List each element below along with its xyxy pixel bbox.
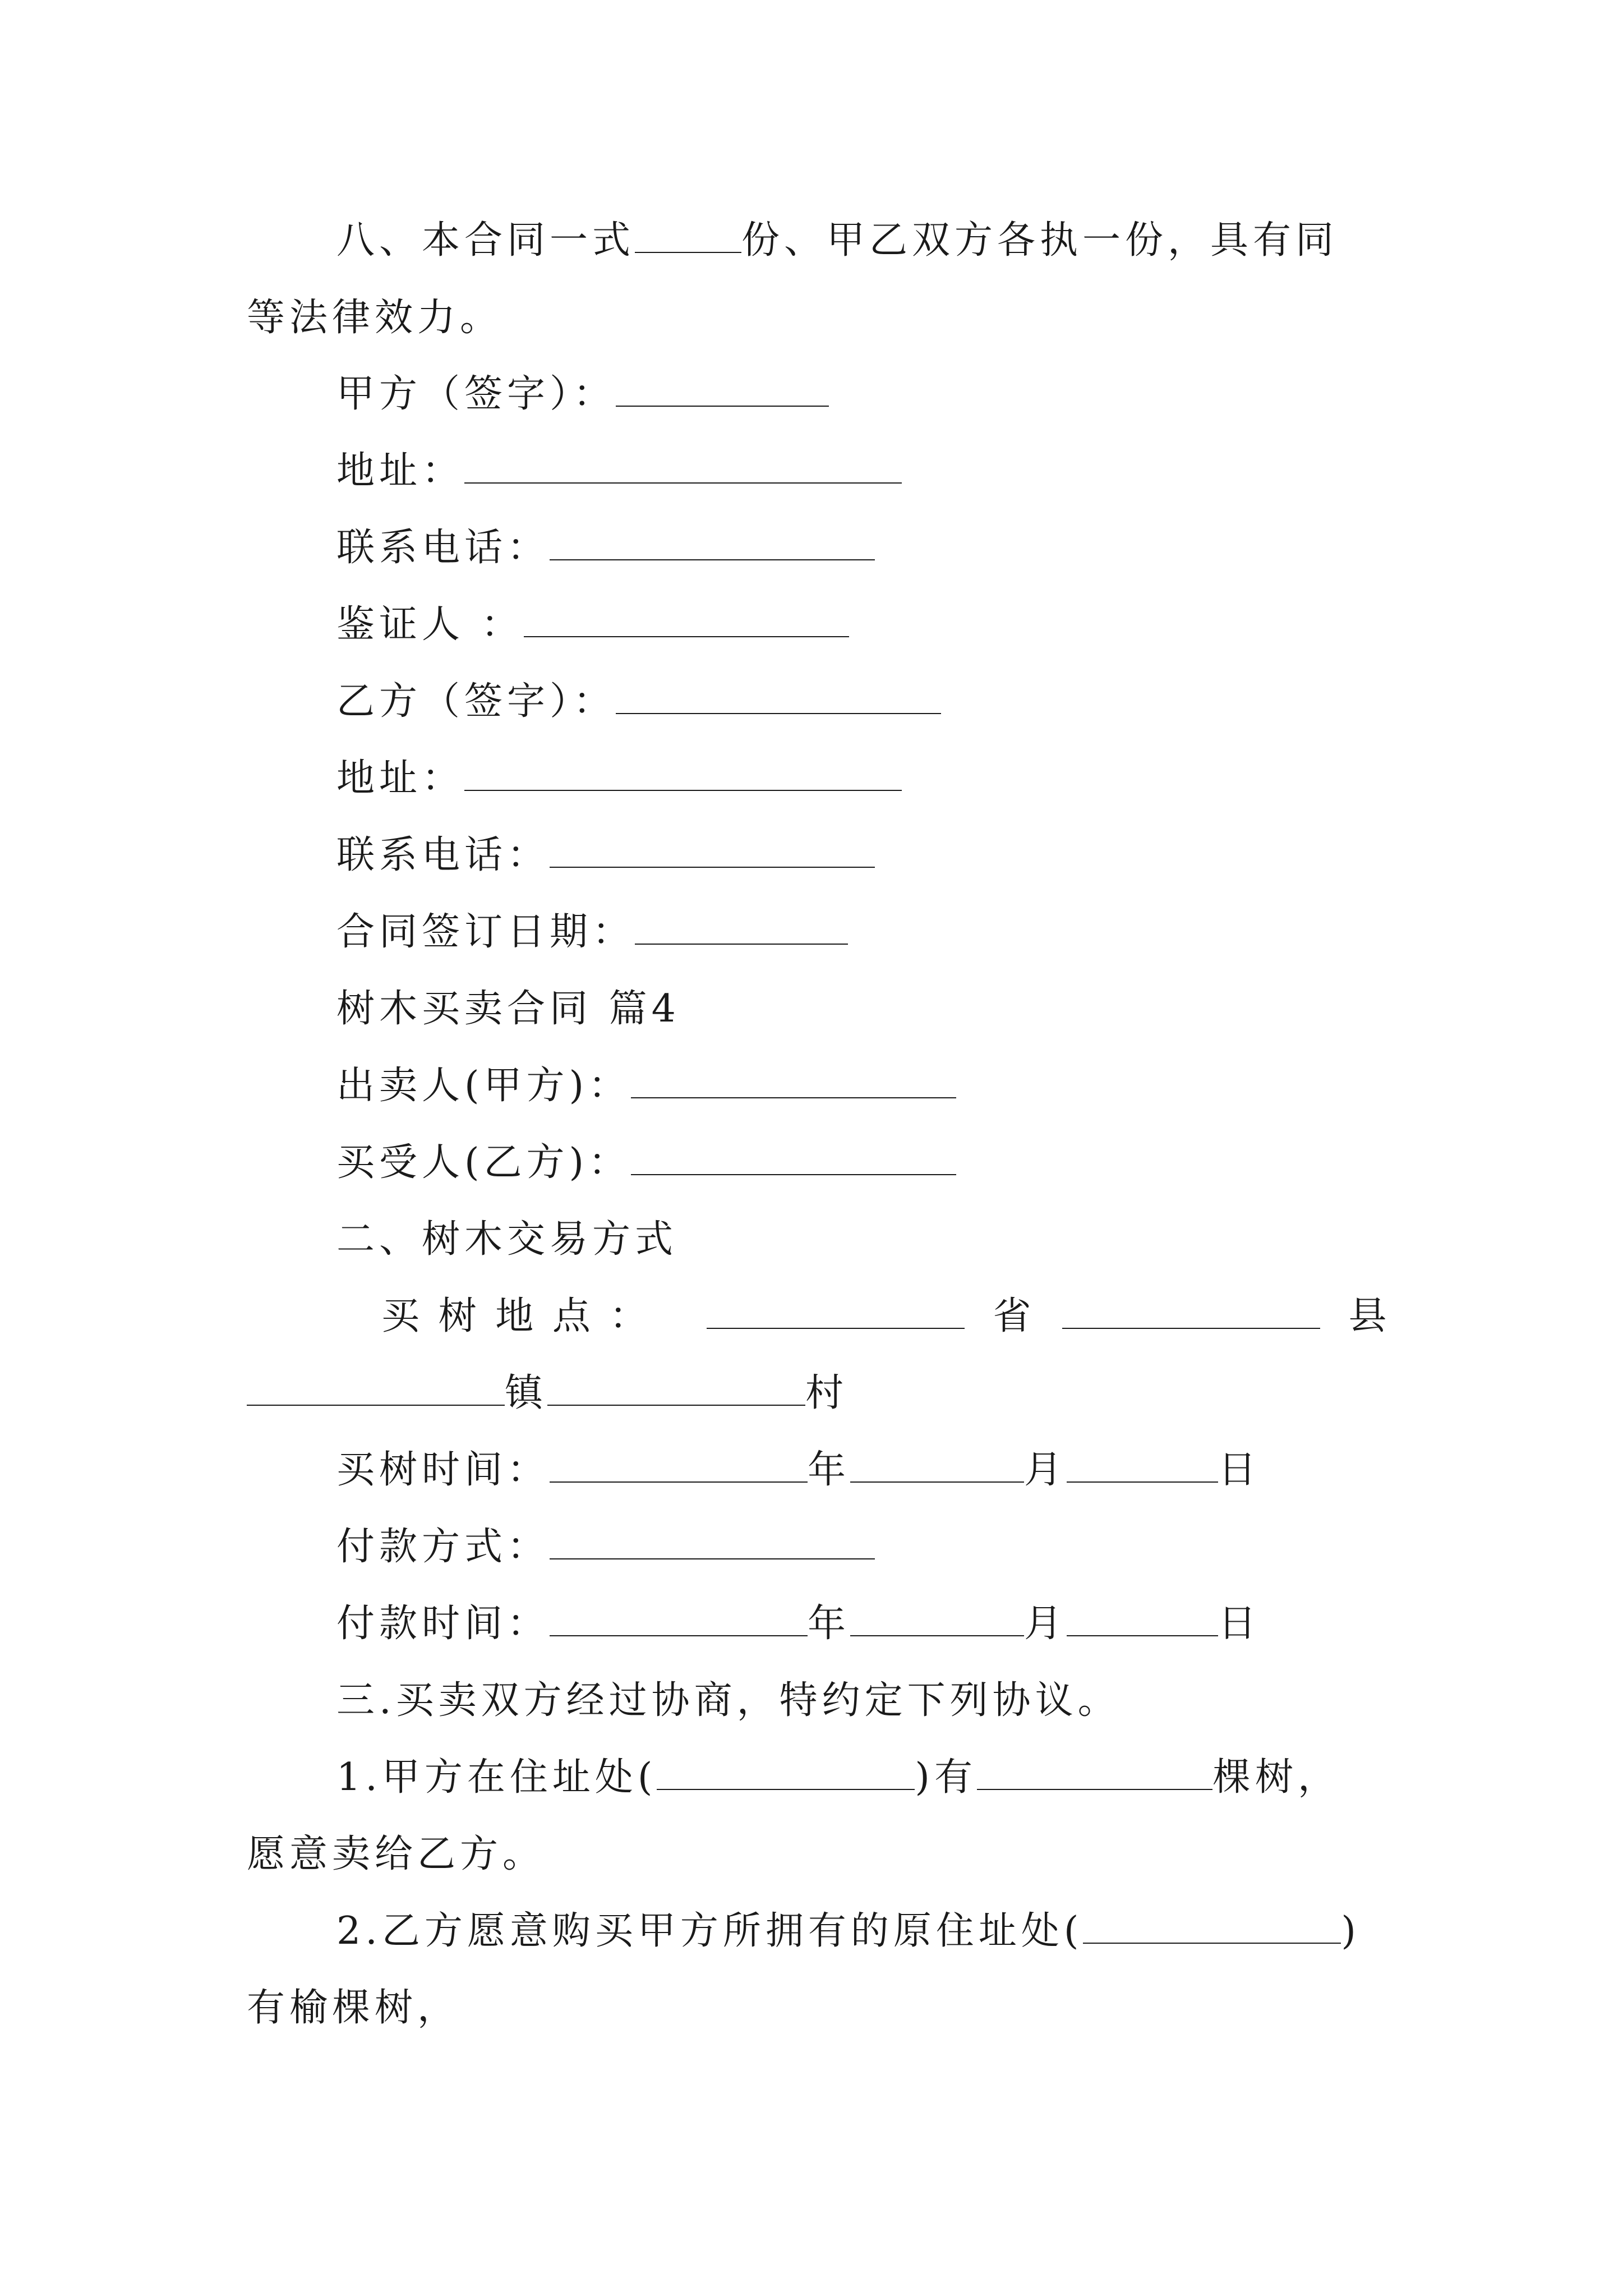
town-blank[interactable]	[247, 1374, 505, 1406]
party-a-address-line	[336, 446, 902, 496]
field-label: 联系电话：	[336, 833, 550, 877]
clause-heading: 二、树木交易方式	[336, 1217, 678, 1262]
party-b-signature-line	[336, 677, 941, 727]
province-label: 省	[993, 1294, 1035, 1338]
field-label: 地址：	[336, 756, 465, 800]
purchase-day-blank[interactable]	[1067, 1451, 1218, 1483]
month-label: 月	[1024, 1448, 1067, 1492]
clause-three-heading-line	[336, 1676, 1121, 1726]
province-blank[interactable]	[707, 1297, 965, 1329]
party-a-signature-blank[interactable]	[616, 375, 829, 407]
witness-line	[336, 600, 849, 650]
field-label: 买 树 地 点 ：	[381, 1294, 651, 1338]
month-label: 月	[1024, 1602, 1067, 1646]
item-one-line-2	[247, 1829, 545, 1880]
field-label: 出卖人(甲方)：	[336, 1064, 631, 1108]
party-a-signature-line	[336, 369, 829, 420]
witness-blank[interactable]	[524, 606, 849, 637]
field-label: 甲方（签字）：	[336, 372, 616, 416]
clause-eight-line-2	[247, 293, 502, 343]
year-label: 年	[808, 1602, 851, 1646]
party-a-address-blank-2[interactable]	[657, 1759, 915, 1790]
payment-month-blank[interactable]	[850, 1605, 1024, 1636]
county-label: 县	[1348, 1294, 1390, 1338]
tree-count-blank[interactable]	[977, 1759, 1212, 1790]
text-segment: 八、本合同一式	[336, 218, 635, 263]
party-b-signature-blank[interactable]	[616, 683, 941, 714]
field-label: 付款时间：	[336, 1602, 550, 1646]
payment-method-blank[interactable]	[550, 1528, 875, 1559]
year-label: 年	[808, 1448, 851, 1492]
field-label: 买受人(乙方)：	[336, 1140, 631, 1185]
party-a-phone-blank[interactable]	[550, 529, 875, 560]
payment-time-line	[336, 1599, 1261, 1649]
text-segment: 份、甲乙双方各执一份，具有同	[741, 218, 1339, 263]
text-segment: )	[1341, 1909, 1361, 1953]
purchase-time-line	[336, 1445, 1261, 1496]
purchase-month-blank[interactable]	[850, 1451, 1024, 1483]
original-address-blank[interactable]	[1083, 1912, 1341, 1944]
payment-year-blank[interactable]	[550, 1605, 808, 1636]
item-one-line-1	[336, 1752, 1340, 1803]
purchase-location-line-2	[247, 1368, 848, 1419]
section-heading-line	[336, 984, 680, 1034]
copies-blank[interactable]	[635, 222, 741, 253]
clause-two-heading-line	[336, 1214, 677, 1265]
village-blank[interactable]	[547, 1374, 805, 1406]
text-segment: 愿意卖给乙方。	[247, 1832, 546, 1876]
clause-eight-line-1	[336, 215, 1338, 266]
text-segment: 2.乙方愿意购买甲方所拥有的原住址处(	[336, 1909, 1083, 1953]
party-b-address-line	[336, 753, 902, 804]
field-label: 鉴证人 ：	[336, 602, 524, 647]
party-b-phone-blank[interactable]	[550, 836, 875, 868]
item-two-line-1	[336, 1906, 1361, 1957]
item-two-line-2	[247, 1983, 460, 2033]
field-label: 联系电话：	[336, 526, 550, 570]
section-heading: 树木买卖合同 篇4	[336, 987, 680, 1031]
party-b-address-blank[interactable]	[464, 760, 902, 791]
clause-heading: 三.买卖双方经过协商，特约定下列协议。	[336, 1678, 1121, 1723]
buyer-line	[336, 1138, 956, 1188]
field-label: 乙方（签字）：	[336, 679, 616, 724]
party-a-phone-line	[336, 523, 875, 573]
text-segment: 等法律效力。	[247, 296, 503, 340]
day-label: 日	[1218, 1602, 1261, 1646]
party-b-phone-line	[336, 830, 875, 881]
signing-date-blank[interactable]	[635, 913, 848, 945]
field-label: 合同签订日期：	[336, 910, 635, 954]
day-label: 日	[1218, 1448, 1261, 1492]
purchase-year-blank[interactable]	[550, 1451, 808, 1483]
field-label: 买树时间：	[336, 1448, 550, 1492]
payment-day-blank[interactable]	[1067, 1605, 1218, 1636]
purchase-location-line-1	[381, 1291, 1390, 1342]
village-label: 村	[805, 1371, 849, 1415]
town-label: 镇	[505, 1371, 548, 1415]
buyer-blank[interactable]	[631, 1144, 956, 1175]
text-segment: 有榆棵树，	[247, 1986, 460, 2030]
signing-date-line	[336, 907, 848, 958]
party-a-address-blank[interactable]	[464, 452, 902, 484]
field-label: 地址：	[336, 449, 465, 493]
payment-method-line	[336, 1522, 875, 1572]
seller-blank[interactable]	[631, 1067, 956, 1098]
text-segment: 1.甲方在住址处(	[336, 1755, 657, 1800]
county-blank[interactable]	[1062, 1297, 1320, 1329]
text-segment: 棵树，	[1212, 1755, 1340, 1800]
text-segment: )有	[915, 1755, 977, 1800]
seller-line	[336, 1061, 956, 1111]
field-label: 付款方式：	[336, 1525, 550, 1569]
